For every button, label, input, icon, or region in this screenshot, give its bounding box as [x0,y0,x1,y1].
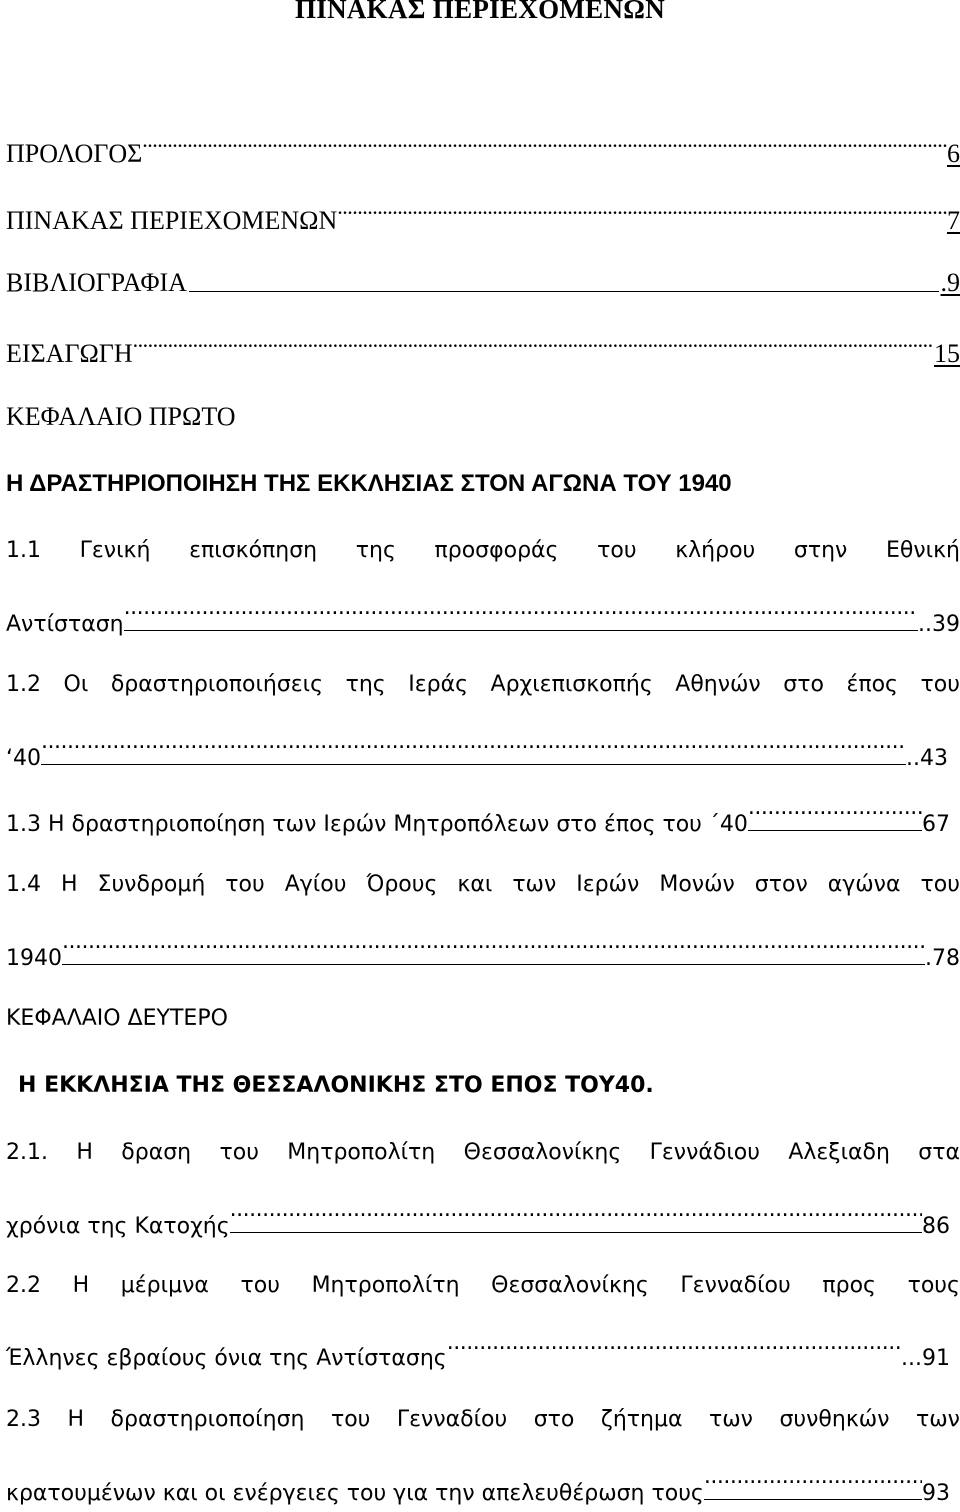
toc-entry-label: ΠΡΟΛΟΓΟΣ [6,136,142,172]
toc-entry-eisagogi[interactable] [6,332,960,368]
toc-entry-label: κρατουμένων και οι ενέργειες του για την απελευθέρωση τους [6,1476,704,1512]
toc-entry-label: ΕΙΣΑΓΩΓΗ [6,336,133,372]
toc-entry-page: 93 [922,1476,950,1512]
toc-entry-page: ..39 [918,607,960,643]
dot-leader [124,600,918,631]
toc-entry-bibliografia[interactable] [6,265,960,301]
toc-entry-page: 6 [947,136,960,172]
toc-entry-label: ΒΙΒΛΙΟΓΡΑΦΙΑ [6,265,187,301]
toc-entry-1-1-line1: 1.1 Γενική επισκόπηση της προσφοράς του κλήρου στην Εθνική [6,533,960,569]
toc-entry-label: ‘40 [6,741,41,777]
dot-leader [133,332,934,362]
toc-entry-2-1-line2[interactable] [6,1202,950,1238]
dot-leader [337,199,947,229]
toc-entry-label: χρόνια της Κατοχής [6,1209,230,1245]
toc-entry-2-3-line2[interactable] [6,1469,950,1505]
toc-entry-1-4-line1: 1.4 Η Συνδρομή του Αγίου Όρους και των Ιερών Μονών στον αγώνα του [6,867,960,903]
toc-entry-page: ...91 [901,1341,950,1377]
toc-entry-1-4-line2[interactable] [6,934,960,970]
dot-leader [230,1202,922,1233]
toc-entry-label: ΠΙΝΑΚΑΣ ΠΕΡΙΕΧΟΜΕΝΩΝ [6,203,337,239]
toc-entry-pinakas[interactable] [6,199,960,235]
toc-entry-page: 86 [922,1209,950,1245]
dot-leader [142,132,947,162]
toc-entry-2-3-line1: 2.3 Η δραστηριοποίηση του Γενναδίου στο ζήτημα των συνθηκών των [6,1402,960,1438]
line-leader [189,291,939,292]
toc-entry-page: 15 [934,336,960,372]
toc-entry-prologos[interactable] [6,132,960,168]
toc-entry-2-1-line1: 2.1. Η δραση του Μητροπολίτη Θεσσαλονίκης Γεννάδιου Αλεξιαδη στα [6,1135,960,1171]
toc-entry-label: Αντίσταση [6,607,124,643]
toc-entry-label: 1.3 Η δραστηριοποίηση των Ιερών Μητροπόλεων στο έπος του ΄40 [6,807,748,843]
dot-leader [447,1335,901,1365]
page-title: ΠΙΝΑΚΑΣ ΠΕΡΙΕΧΟΜΕΝΩΝ [0,0,960,25]
dot-leader [704,1469,922,1500]
dot-leader [748,800,922,831]
toc-entry-page: .78 [925,941,960,977]
toc-entry-page: 67 [922,807,950,843]
toc-entry-1-1-line2[interactable] [6,600,960,636]
toc-entry-page: ..43 [906,741,948,777]
toc-entry-1-3[interactable] [6,800,950,836]
dot-leader [41,734,906,765]
toc-entry-1-2-line1: 1.2 Οι δραστηριοποιήσεις της Ιεράς Αρχιεπισκοπής Αθηνών στο έπος του [6,667,960,703]
chapter1-label: ΚΕΦΑΛΑΙΟ ΠΡΩΤΟ [6,399,960,435]
dot-leader [62,934,925,965]
toc-entry-page: .9 [941,265,960,301]
chapter2-label: ΚΕΦΑΛΑΙΟ ΔΕΥΤΕΡΟ [6,1001,960,1037]
toc-entry-label: 1940 [6,941,62,977]
toc-entry-label: Έλληνες εβραίους όνια της Αντίστασης [6,1341,447,1377]
toc-entry-1-2-line2[interactable] [6,734,960,770]
toc-entry-2-2-line2[interactable] [6,1335,950,1371]
toc-entry-page: 7 [947,203,960,239]
chapter2-heading: Η ΕΚΚΛΗΣΙΑ ΤΗΣ ΘΕΣΣΑΛΟΝΙΚΗΣ ΣΤΟ ΕΠΟΣ ΤΟΥ40. [18,1068,960,1104]
toc-entry-2-2-line1: 2.2 Η μέριμνα του Μητροπολίτη Θεσσαλονίκης Γενναδίου προς τους [6,1268,960,1304]
chapter1-heading: Η ΔΡΑΣΤΗΡΙΟΠΟΙΗΣΗ ΤΗΣ ΕΚΚΛΗΣΙΑΣ ΣΤΟΝ ΑΓΩΝΑ ΤΟΥ 1940 [6,466,960,502]
